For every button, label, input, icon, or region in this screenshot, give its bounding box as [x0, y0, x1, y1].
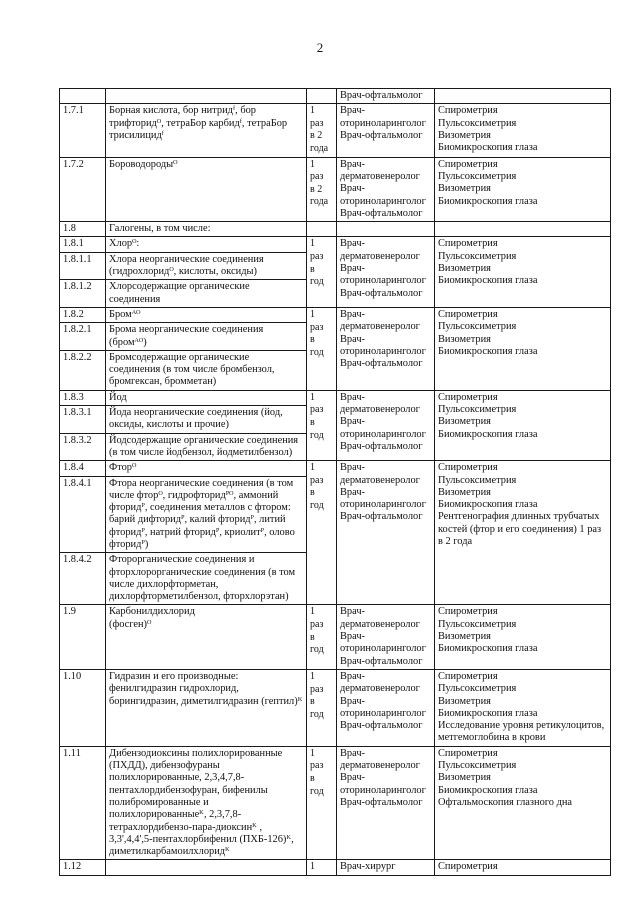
item-number: 1.8	[60, 222, 106, 237]
exams-list	[435, 222, 611, 237]
doctors-list: Врач- дерматовенеролог Врач- оториноларинголог Врач-офтальмолог	[337, 605, 435, 669]
exams-list: Спирометрия Пульсоксиметрия Визометрия Биомикроскопия глаза Рентгенография длинных трубчатых костей (фтор и его соединения) 1 раз в 2 года	[435, 461, 611, 605]
table-row	[60, 669, 611, 746]
factor-name: Йод	[106, 390, 307, 405]
item-number: 1.8.3.1	[60, 406, 106, 434]
item-number: 1.8.1.2	[60, 280, 106, 308]
item-number: 1.11	[60, 746, 106, 860]
doctors-list: Врач-хирург	[337, 860, 435, 876]
exam-frequency: 1	[307, 860, 337, 876]
item-number: 1.8.1.1	[60, 252, 106, 280]
factor-name: Бромᴬᴼ	[106, 307, 307, 322]
factor-name: Фторᴼ	[106, 461, 307, 476]
exams-list: Спирометрия Пульсоксиметрия Визометрия Биомикроскопия глаза Офтальмоскопия глазного дна	[435, 746, 611, 860]
exams-list: Спирометрия Пульсоксиметрия Визометрия Биомикроскопия глаза Исследование уровня ретикулоцитов, метгемоглобина в крови	[435, 669, 611, 746]
exam-frequency: 1 раз в год	[307, 307, 337, 390]
doctors-list: Врач- дерматовенеролог Врач- оториноларинголог Врач-офтальмолог	[337, 461, 435, 605]
exams-list: Спирометрия Пульсоксиметрия Визометрия Биомикроскопия глаза	[435, 157, 611, 221]
exams-list: Спирометрия Пульсоксиметрия Визометрия Биомикроскопия глаза	[435, 237, 611, 307]
item-number: 1.8.3.2	[60, 433, 106, 461]
item-number: 1.8.4.1	[60, 476, 106, 553]
item-number: 1.8.4	[60, 461, 106, 476]
table-row	[60, 746, 611, 860]
exam-frequency: 1 раз в год	[307, 746, 337, 860]
factor-name: Дибензодиоксины полихлорированные (ПХДД), дибензофураны полихлорированные, 2,3,4,7,8-пентахлордибензофуран, бифенилы полибромированные и полихлорированныеᴷ, 2,3,7,8-тетрахлордибензо-пара-диоксинᴷ , 3,3',4,4',5-пентахлорбифенил (ПХБ-126)ᴷ, диметилкарбамоилхлоридᴷ	[106, 746, 307, 860]
doctors-list: Врач-офтальмолог	[337, 89, 435, 104]
exam-frequency	[307, 222, 337, 237]
table-row	[60, 605, 611, 669]
table-row	[60, 157, 611, 221]
factor-name: Галогены, в том числе:	[106, 222, 307, 237]
exam-frequency: 1 раз в год	[307, 390, 337, 460]
factor-name: Йодсодержащие органические соединения (в том числе йодбензол, йодметилбензол)	[106, 433, 307, 461]
item-number: 1.9	[60, 605, 106, 669]
exams-list: Спирометрия	[435, 860, 611, 876]
exam-frequency: 1 раз в 2 года	[307, 157, 337, 221]
factor-name: Брома неорганические соединения (бромᴬᴼ)	[106, 323, 307, 351]
table-row	[60, 390, 611, 405]
doctors-list: Врач- дерматовенеролог Врач- оториноларинголог Врач-офтальмолог	[337, 746, 435, 860]
exam-frequency: 1 раз в год	[307, 237, 337, 307]
factor-name: Фтора неорганические соединения (в том числе фторᴼ, гидрофторидᴾᴼ, аммоний фторидᴾ, соединения металлов с фтором: барий дифторидᴾ, калий фторидᴾ, литий фторидᴾ, натрий фторидᴾ, криолитᴾ, олово фторидᴾ)	[106, 476, 307, 553]
exam-frequency: 1 раз в год	[307, 669, 337, 746]
factor-name: Хлорᴼ:	[106, 237, 307, 252]
item-number: 1.7.2	[60, 157, 106, 221]
item-number: 1.8.1	[60, 237, 106, 252]
table-row	[60, 237, 611, 252]
factor-name: Борная кислота, бор нитридᶠ, бор трифторидᴼ, тетраБор карбидᶠ, тетраБор трисилицидᶠ	[106, 104, 307, 157]
item-number: 1.8.4.2	[60, 553, 106, 605]
table-row	[60, 461, 611, 476]
exam-frequency	[307, 89, 337, 104]
item-number: 1.8.3	[60, 390, 106, 405]
exams-list: Спирометрия Пульсоксиметрия Визометрия Биомикроскопия глаза	[435, 390, 611, 460]
doctors-list: Врач- дерматовенеролог Врач- оториноларинголог Врач-офтальмолог	[337, 669, 435, 746]
table-row	[60, 307, 611, 322]
table-row	[60, 860, 611, 876]
item-number: 1.7.1	[60, 104, 106, 157]
factor-name: Бороводородыᴼ	[106, 157, 307, 221]
factor-name: Хлорсодержащие органические соединения	[106, 280, 307, 308]
table-row	[60, 89, 611, 104]
exams-list	[435, 89, 611, 104]
factor-name: Бромсодержащие органические соединения (в том числе бромбензол, бромгексан, бромметан)	[106, 350, 307, 390]
factor-name	[106, 89, 307, 104]
doctors-list: Врач- дерматовенеролог Врач- оториноларинголог Врач-офтальмолог	[337, 390, 435, 460]
item-number: 1.8.2	[60, 307, 106, 322]
factor-name: Йода неорганические соединения (йод, оксиды, кислоты и прочие)	[106, 406, 307, 434]
doctors-list: Врач- дерматовенеролог Врач- оториноларинголог Врач-офтальмолог	[337, 157, 435, 221]
item-number: 1.10	[60, 669, 106, 746]
doctors-list: Врач- оториноларинголог Врач-офтальмолог	[337, 104, 435, 157]
table-row	[60, 222, 611, 237]
table-row	[60, 104, 611, 157]
factor-name: Гидразин и его производные: фенилгидразин гидрохлорид, борингидразин, диметилгидразин (гептил)ᴷ	[106, 669, 307, 746]
doctors-list	[337, 222, 435, 237]
exams-list: Спирометрия Пульсоксиметрия Визометрия Биомикроскопия глаза	[435, 605, 611, 669]
exam-frequency: 1 раз в год	[307, 461, 337, 605]
factor-name: Хлора неорганические соединения (гидрохлоридᴼ, кислоты, оксиды)	[106, 252, 307, 280]
exam-frequency: 1 раз в год	[307, 605, 337, 669]
item-number: 1.8.2.2	[60, 350, 106, 390]
factor-name	[106, 860, 307, 876]
doctors-list: Врач- дерматовенеролог Врач- оториноларинголог Врач-офтальмолог	[337, 307, 435, 390]
exams-list: Спирометрия Пульсоксиметрия Визометрия Биомикроскопия глаза	[435, 104, 611, 157]
exams-list: Спирометрия Пульсоксиметрия Визометрия Биомикроскопия глаза	[435, 307, 611, 390]
item-number: 1.12	[60, 860, 106, 876]
exam-frequency: 1 раз в 2 года	[307, 104, 337, 157]
page-number: 2	[316, 40, 324, 55]
item-number	[60, 89, 106, 104]
doctors-list: Врач- дерматовенеролог Врач- оториноларинголог Врач-офтальмолог	[337, 237, 435, 307]
hazards-table	[59, 88, 611, 876]
factor-name: Фторорганические соединения и фторхлорорганические соединения (в том числе дихлорфторметан, дихлорфторметилбензол, фторхлорэтан)	[106, 553, 307, 605]
item-number: 1.8.2.1	[60, 323, 106, 351]
factor-name: Карбонилдихлорид (фосген)ᴼ	[106, 605, 307, 669]
